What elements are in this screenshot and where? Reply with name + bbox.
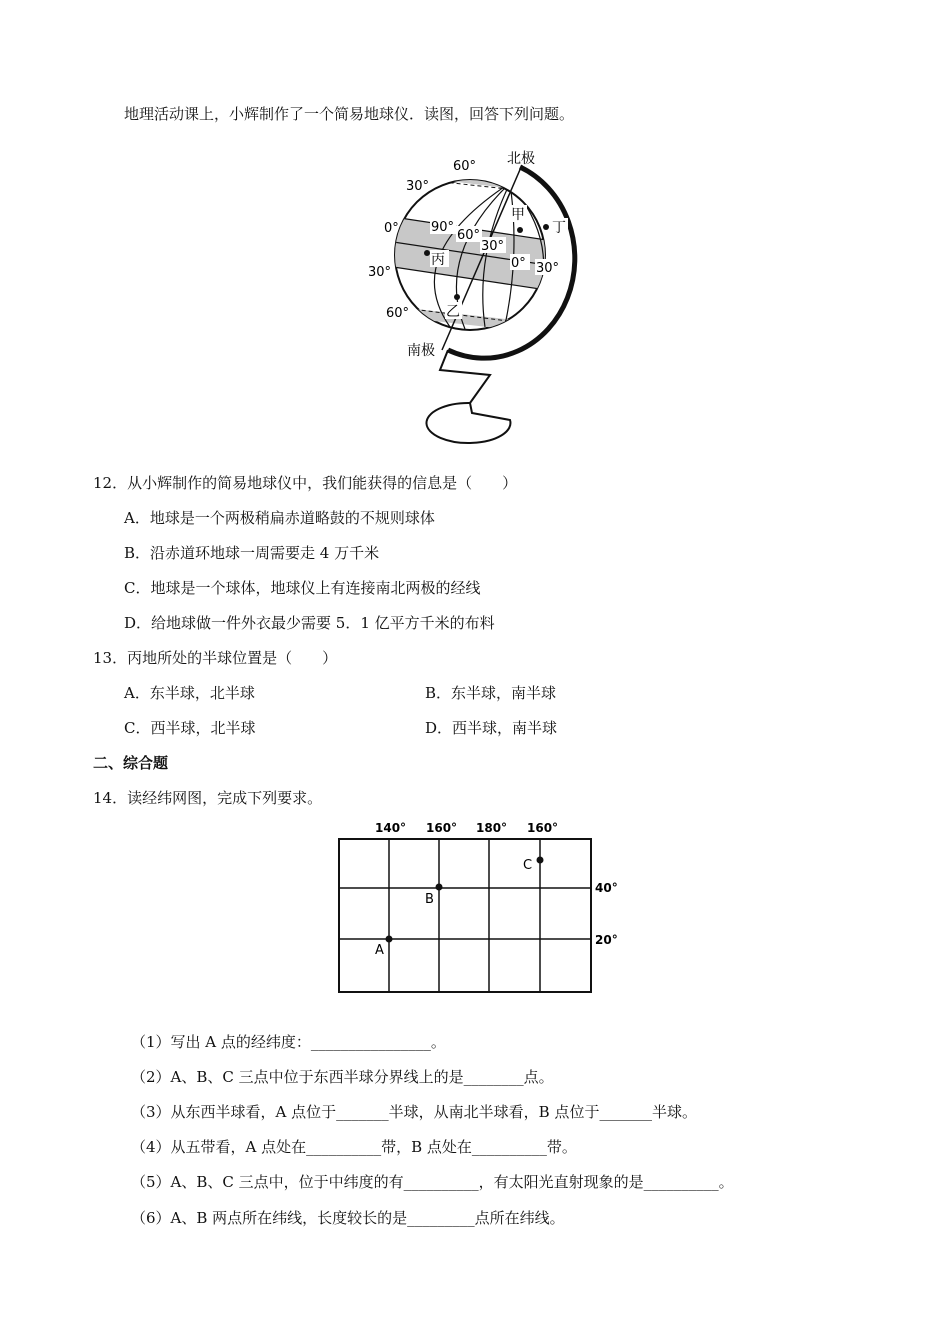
q14-sub-6: （6）A、B 两点所在纬线，长度较长的是_________点所在纬线。 [131,1209,565,1227]
intro-text: 地理活动课上，小辉制作了一个简易地球仪．读图，回答下列问题。 [124,105,575,123]
q12-option-c[interactable]: C．地球是一个球体，地球仪上有连接南北两极的经线 [124,579,481,597]
point-b-dot [436,884,443,891]
q14-sub-5: （5）A、B、C 三点中，位于中纬度的有__________，有太阳光直射现象的是__________。 [131,1173,734,1191]
globe-base [426,403,510,443]
q13-option-b[interactable]: B．东半球，南半球 [425,684,557,702]
grid-lon-label: 140° [375,821,407,835]
grid-lat-label: 40° [595,881,618,895]
lat-label: 0° [384,221,399,236]
north-pole-label: 北极 [507,151,535,167]
q14-stem: 14．读经纬网图，完成下列要求。 [93,789,323,807]
grid-frame [339,839,591,992]
q13-option-d[interactable]: D．西半球，南半球 [425,719,558,737]
lat-label: 60° [453,159,477,174]
point-a-label: A [375,943,384,958]
q13-option-c[interactable]: C．西半球，北半球 [124,719,256,737]
point-c-label: C [523,858,533,873]
point-jia-label: 甲 [511,207,525,223]
q12-option-b[interactable]: B．沿赤道环地球一周需要走 4 万千米 [124,544,380,562]
q12-stem: 12．从小辉制作的简易地球仪中，我们能获得的信息是（ ） [93,474,518,492]
q14-sub-3: （3）从东西半球看，A 点位于_______半球，从南北半球看，B 点位于_______半球。 [131,1103,697,1121]
q13-option-a[interactable]: A．东半球，北半球 [124,684,255,702]
point-yi-dot [454,294,460,300]
point-bing-label: 丙 [431,252,445,268]
lon-label: 0° [511,256,526,271]
lat-lon-grid-figure [330,815,630,1000]
point-b-label: B [425,892,434,907]
grid-lat-label: 20° [595,933,618,947]
lon-label: 30° [481,239,505,254]
south-pole-label: 南极 [407,343,435,359]
grid-lon-label: 160° [527,821,559,835]
grid-lon-label: 160° [426,821,458,835]
point-jia-dot [517,227,523,233]
point-c-dot [537,857,544,864]
q14-sub-2: （2）A、B、C 三点中位于东西半球分界线上的是________点。 [131,1068,554,1086]
lon-label: 30° [536,261,560,276]
section-heading: 二、综合题 [93,754,169,772]
q14-sub-1: （1）写出 A 点的经纬度：________________。 [131,1033,446,1051]
point-ding-label: 丁 [552,220,566,236]
point-bing-dot [424,250,430,256]
q14-sub-4: （4）从五带看，A 点处在__________带，B 点处在__________带。 [131,1138,577,1156]
lat-label: 60° [386,306,410,321]
lon-label: 90° [431,220,455,235]
q13-stem: 13．丙地所处的半球位置是（ ） [93,649,338,667]
globe-figure [360,145,600,455]
point-ding-dot [543,224,549,230]
lon-label: 60° [457,228,481,243]
lat-label: 30° [368,265,392,280]
grid-lon-label: 180° [476,821,508,835]
point-yi-label: 乙 [446,304,460,320]
q12-option-a[interactable]: A．地球是一个两极稍扁赤道略鼓的不规则球体 [124,509,435,527]
q12-option-d[interactable]: D．给地球做一件外衣最少需要 5．1 亿平方千米的布料 [124,614,495,632]
point-a-dot [386,936,393,943]
lat-label: 30° [406,179,430,194]
